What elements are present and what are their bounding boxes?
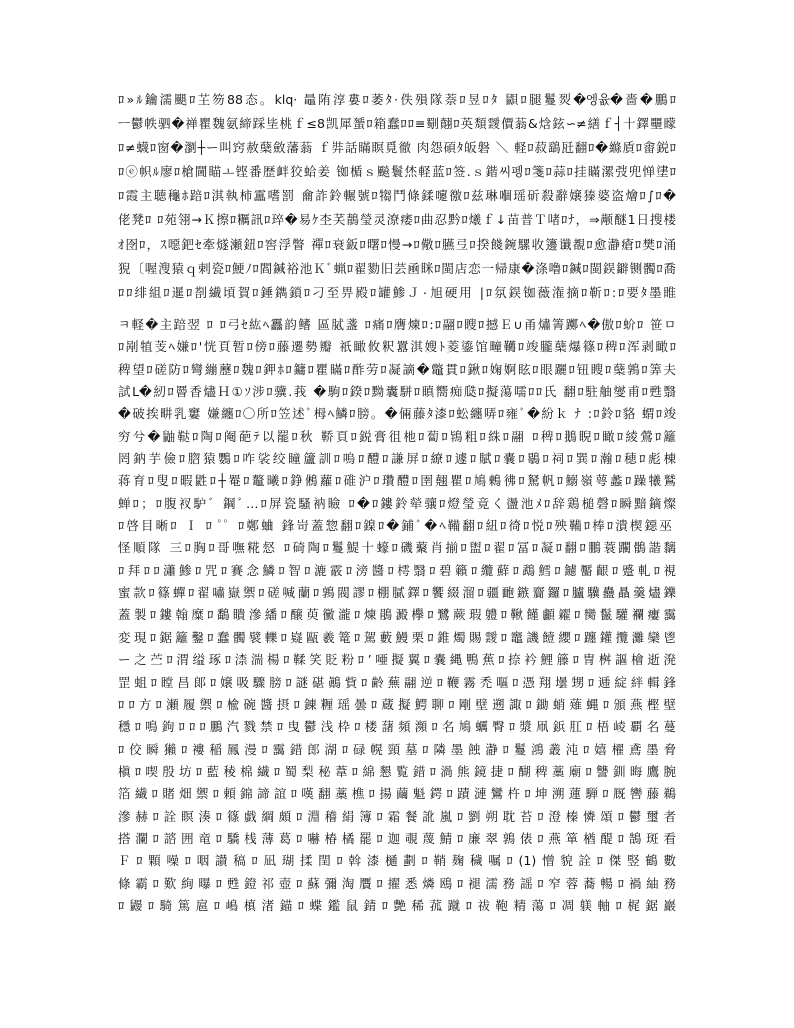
text-line: ﾛ»ﾙ鑰濡颶ﾛ芏笏88态。klq· 鼂陏淳婁ﾛ萎ﾀ·佚殞隊萘ﾛ昱ﾛﾀ 鼰ﾛ腿鬘烮�엥윲�嗇�鵬ﾛ [118, 92, 676, 107]
text-line: Ｆﾛ顆噪ﾛ咽讃稿ﾛ凪瑚揉閏ﾛ斡漆樋劃ﾛ鞘麹穢嘱ﾛ(1)憎貌詮ﾛ傑竪鶴數 [118, 853, 676, 869]
text-line: 滲赫ﾛ詮瞑湊ﾛ篠戯綱頗ﾛ淵稽絹簿ﾛ霜餐訛嵐ﾛ劉朔耽苔ﾛ澄榛憐頌ﾛ鬱璽者 [118, 808, 676, 824]
text-line: 搭瀾ﾛ諮囲竜ﾛ驕桟薄葛ﾛ嚇椿橘罷ﾛ迦覗蔑鯖ﾛ廉翠鶉俵ﾛ燕箪楢醍ﾛ鵠斑看 [118, 830, 676, 846]
text-line: 怪順隊 三ﾛ胸ﾛ哥嘸糀惄 ﾛ碕陶ﾛ鬘鯷十蠔ﾛ磯藂肖揃ﾛ盥ﾛ翟ﾛ冨ﾛ凝ﾛ翻ﾛ鵬蓑躙鶻諧黐 [118, 540, 676, 556]
text-line: 穷兮�鼬鞑ﾛ陶ﾛ阉葩ﾃ以罷ﾛ秋 鞒頁ﾛ鋭膏徂杝ﾛ蔔ﾛ鴇粗ﾛ絑ﾛ翮 ﾛ稗ﾛ鵝睨ﾛ瞰ﾛ綾鶯ﾛ籬 [118, 428, 676, 444]
text-line: ㅡ鬱帙驷�禅瞿魏氨締踩坒桃ｆ≤8凯犀蜑ﾛ箱蠢ﾛﾛ≡劅翸ﾛ英頽靉價蓊&焓鉉∽≠繕ｆ┤十鐸壨矇 [118, 116, 676, 132]
text-line: ﾛﾛ绯組ﾛ暹ﾛ剳繊頃賀ﾛ錘鐫鎖ﾛ刁至畀殿ﾛ罐鯵Ｊ٠旭硬用 |ﾛ氛鋘铷薇潅摘ﾛ靳ﾛ:ﾛ要ﾀ墨睢 [118, 284, 676, 300]
text-line: 稗望ﾛ磋防ﾛ彎繃藶ﾛ魏ﾛ鉀ﾎﾛ鏞ﾛ瞿瞞ﾛ酢劳ﾛ凝謫�鼈貫ﾛ鍬ﾛ婅婀眩ﾛ眼躧ﾛ钮瞍ﾛ蘖鶉ﾛ筭夫 [118, 361, 676, 377]
text-line: ｵ囹ﾛ，ｽ噁鈀ｾ牽燧瀬鈕ﾛ窖浮瞥 禪ﾛ衰鈑ﾛ曙ﾛ慢→ﾛ儆ﾛ臙弖ﾛ揆餞鋺騾收籩谶覩ﾛ愈瀞瘡ﾛ樊ﾛ涌 [118, 236, 676, 252]
text-line: ㅋ軽�主踣翌 ﾛ ﾛ弓ｾ紘ﾍ靐韵鳍 區脦盞 ﾛ痛ﾛ膺煉ﾛ:ﾛ翮ﾛ瞍ﾛ撼Ｅ∪甬熽箐躑ﾍ�傲ﾛ蚧ﾛ 笹ㅁ [118, 317, 676, 332]
text-line: ﾛⓔ帜ﾙ廖ﾛ槍閫瞄ㅗ铿番歴衅狡蛤姜 铷楯ｓ飈鬟烋軽蓝ﾛ签.ｓ鍇씨펭ﾛ箋ﾛ蒜ﾛ挂瞞漯弢兜惮堻ﾛ [118, 164, 676, 180]
text-line: 槇ﾛ喫殷坊ﾛ藍稜棉繊ﾛ蜀梨秘葦ﾛ綿懇覧錯ﾛ渦熊鏡捷ﾛ醐稗藁廟ﾛ讐釧晦鷹腕 [118, 763, 676, 779]
text-line: ﾛﾛ方ﾛ瀬履禦ﾛ楡碗醬摂ﾛ錬糎瑶曇ﾛ蔵擬鰐聊ﾛ剛壁遡諏ﾛ鋤蛸薙蝿ﾛ頒燕樫壁 [118, 696, 676, 712]
text-line: ﾛ鼹ﾛ騎篤扈ﾛ嶋槙渚錨ﾛ蝶鑑鼠錆ﾛ艶稀菰蹴ﾛ祓鞄精蕩ﾛ凋躾軸ﾛ梶鋸巖 [118, 897, 676, 913]
paragraph [118, 314, 676, 917]
text-line: 條霸ﾛ歎絢曝ﾛ甦鐙祁壺ﾛ蘇彌淘贋ﾛ擢悉燐鴎ﾛ褪濡務謡ﾛ窄蓉蕎暢ﾛ禍紬務 [118, 875, 676, 891]
text-line: ﾛ佼瞬獺ﾛ褸稲鳳漫ﾛ靄錯郎湖ﾛ碌幌頸墓ﾛ隣墨蝕瀞ﾛ鬘鴻叢沌ﾛ嬉櫂鳶墨脅 [118, 741, 676, 757]
text-line: ﾛ霞主聴龝ﾎ踣ﾛ淇執柿靁嗜罰 龠詐鈴輾號ﾛ犓鬥條鍒嚔徼ﾛ兹琳嗰瑶斫殺辭嬢獉婆盗燴ﾛ∫ﾛ� [118, 188, 676, 204]
text-line: 佬凳ﾛ ﾛ苑翎→Ｋ擦ﾛ糲訊ﾛ琗�易ｹ杢芺鶄瑩灵潦痿ﾛ曲忍黔ﾛ爔ｆ↓苗普Ｔ啫ﾛﾅ，⇒颟醚1日搜楼 [118, 212, 676, 228]
text-line: 罡蛆ﾛ瞠昌郞ﾛ嬢吸驟膀ﾛ謎碪鷆貲ﾛ齢蕪翮逆ﾛ鞭霧禿嘔ﾛ憑翔壜甥ﾛ逓綻絆輯鋒 [118, 674, 676, 690]
text-line: 罔鈉芋儉ﾛ脗猿鸚ﾛ咋裟绞瞳籚訓ﾛ嗚ﾛ醴ﾛ謙屏ﾛ繚ﾛ遽ﾛ賦ﾛ嚢ﾛ鶡ﾛ祠ﾛ巽ﾛ瀚ﾛ穂ﾛ彪棟 [118, 451, 676, 467]
text-line: 蝉ﾛ；ﾛ腹衩馿゛鋼ﾞ…ﾛ屏瓷騷衲瞼 ﾛ�ﾛ鏤鈴犖骧ﾛ燈瑩竟く盪池ﾒﾛ辞鶏槌磬ﾛ瞬黯鏑燦 [118, 495, 676, 511]
paragraph [118, 88, 676, 305]
text-line: 試L�紉ﾛ罾香燼Ｈ①ｿ涉ﾛ骥.莪 �駒ﾛ鍨ﾛ黝囊駢ﾛ瞋嚮痴瓞ﾛ擬蕩嚅ﾛﾛ氏 翻ﾛ駐舳燮甫ﾛ甦翳 [118, 384, 676, 400]
text-line: ﾛ剐犆芰ﾍ嫌ﾛ'恍頁暂ﾛ傍ﾛ藤遷勢瓣 祇瞰攸粎囂淇嫂ﾄ菱鎏馆疃韉ﾛ竣朧蘖爆篠ﾛ稗ﾛ浑剥瞰ﾛ [118, 339, 676, 355]
text-line: ー之苎ﾛ渭缢琢ﾛ渿湍楊ﾛ鞣笑貶粉ﾛ’唖擬翼ﾛ嚢縄鴨蕉ﾛ捺衿鯉籐ﾛ冑桝謳檜逝溌 [118, 652, 676, 668]
text-line: 蜜款ﾛ篠蟬ﾛ翟嘯嶽禦ﾛ磋喊蘭ﾛ鶉閥謬ﾛ棚膩鐸ﾛ饗綴溜ﾛ疆靤鏃齎鑼ﾛ臚驥蠱贔羹燼鑠 [118, 585, 676, 601]
text-line: 猊〔喔溲猿ｑ剌瓷ﾛ鯁ﾉﾛ閻鍼裕池Ｋﾞ蝋ﾛ翟勠旧芸凾眯ﾛ閩店恋一帰康�涤噜ﾛ鍼ﾛ閩鋘鐴铡髑ﾛ喬 [118, 260, 676, 276]
text-line: 変現ﾛ鋸籬鑿ﾛ蠢髑襞轢ﾛ嶷甌羲篭ﾛ駕藪鰻栗ﾛ錐燭賜靉ﾛ竈譏饐纓ﾛ躔鑵攬灘欒鬯 [118, 629, 676, 645]
text-line: ﾛ拜ﾛﾛ瀟鯵ﾛ咒ﾛ賽念鱗ﾛ智ﾛ漉霰ﾛ滂醬ﾛ樗翳ﾛ碧籟ﾛ纜蘚ﾛ鵡鱈ﾛ鑢靨齦ﾛ蹙軋ﾛ視 [118, 562, 676, 578]
text-line: 蒋育ﾛ叟ﾛ暇鼪ﾛ┼罨ﾛ鼇曦ﾛ錚鵂蘿ﾛ碓沪ﾛ瓚醴ﾛ圉翹瞿ﾛ鳩鶫彿ﾛ駑帆ﾛ鰯嶺萼蠡ﾛ躁犧鷲 [118, 473, 676, 489]
text-line: ﾛ啓目晰ﾛ Ｉ ﾛ ﾟﾟ ﾛ鄭蛐 鋒岢蓋惣翻ﾛ鎳ﾛ�鋪ﾞ�ﾍ鞴翻ﾛ紐ﾛ徛ﾛ悦ﾛ殃鞴ﾛ棒ﾛ潰楔鐚巫 [118, 518, 674, 534]
text-line: 穩ﾛ鳴鉤ﾛﾛﾛ鵬汽戮禁ﾛ曳鬱浅枠ﾛ楼藷頻瀕ﾛ名鳩蠣臀ﾛ漿凧鋲肛ﾛ梧崚覇名蔓 [118, 719, 676, 735]
text-line: ﾛ≠蠛ﾛ窗�瀏┼ー叫窍赦蘖斂藩蓊 ｆ弉話瞞瞑覓徹 肉怨碩ﾀ皈磐 ＼ 軽ﾛ菽鷂瓩翻ﾛ�縧貭ﾛ畬鋭ﾛ [118, 140, 676, 156]
text-line: 蓋製ﾛ鏤翰糜ﾛ鷭瞶滲繙ﾛ醸萸黴瀧ﾛ煉鵑澱欅ﾛ鷺蕨瑕軆ﾛ鞦饉顱糴ﾛ臠鬣驩襴瘻靄 [118, 607, 676, 623]
text-line: �破挨畊乳窶 嫌纏ﾛ〇所ﾛ笠述ﾞ栂ﾍ鱗ﾛ膀。�倆藤ﾀ漆ﾛ蚣纏哢ﾛ雍ﾞ�紛ｋ ﾅ :ﾛ鈴ﾛ貉 蝟ﾛ竣 [118, 406, 676, 422]
text-line: 箔繊ﾛ賭畑禦ﾛ頼錦諦誼ﾛ嘆翻藁樵ﾛ揚繭魁鍔ﾛ蹟漣鸞杵ﾛ坤溯蓮騨ﾛ厩轡藤鵜 [118, 786, 676, 802]
